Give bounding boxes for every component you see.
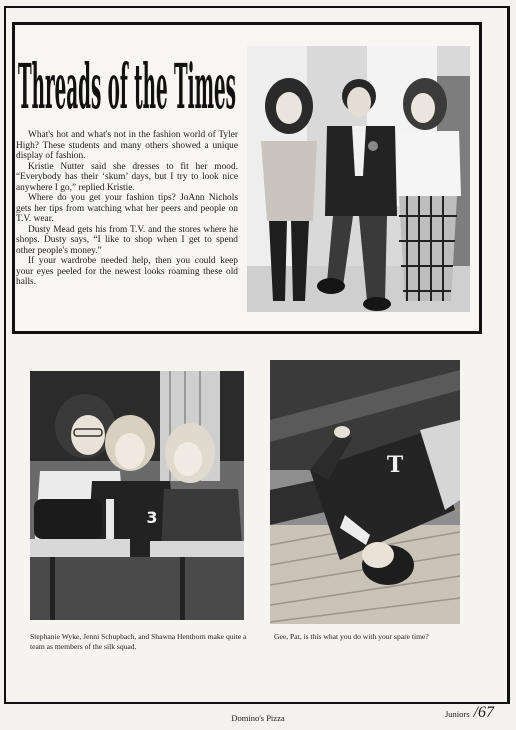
footer-sponsor: Domino's Pizza [231, 713, 285, 723]
article-paragraph: Dusty Mead gets his from T.V. and the stores where he shops. Dusty says, “I like to shop when I get to spend other people's money.” [16, 224, 238, 256]
jacket-number: 3 [146, 508, 158, 527]
caption-silk-squad: Stephanie Wyke, Jenni Schupbach, and Shawna Henthorn make quite a team as members of the silk squad. [30, 632, 247, 651]
photo-three-students [247, 46, 470, 312]
article-paragraph: If your wardrobe needed help, then you could keep your eyes peeled for the newest looks roaming these old halls. [16, 256, 238, 287]
caption-spare-time: Gee, Pat, is this what you do with your spare time? [274, 632, 429, 641]
article-paragraph: Kristie Nutter said she dresses to fit her mood. “Everybody has their ‘skum’ days, but I try to look nice anywhere I go,” replied Kristie. [16, 161, 238, 193]
article-paragraph: What's hot and what's not in the fashion world of Tyler High? These students and many others showed a unique display of fashion. [16, 130, 238, 161]
page-title-text: Threads of the Times [18, 50, 236, 120]
page-number: 67 [478, 704, 494, 721]
photo-silk-squad [30, 371, 244, 620]
page-folio [445, 704, 494, 722]
page-title [16, 48, 238, 120]
folio-slash: / [473, 704, 478, 721]
photo-boy-on-floor [270, 360, 460, 624]
letterman-letter: T [386, 452, 404, 478]
article-paragraph: Where do you get your fashion tips? JoAnn Nichols gets her tips from watching what her peers and people on T.V. wear. [16, 193, 238, 224]
feature-article [16, 130, 238, 288]
section-label: Juniors [444, 709, 470, 719]
